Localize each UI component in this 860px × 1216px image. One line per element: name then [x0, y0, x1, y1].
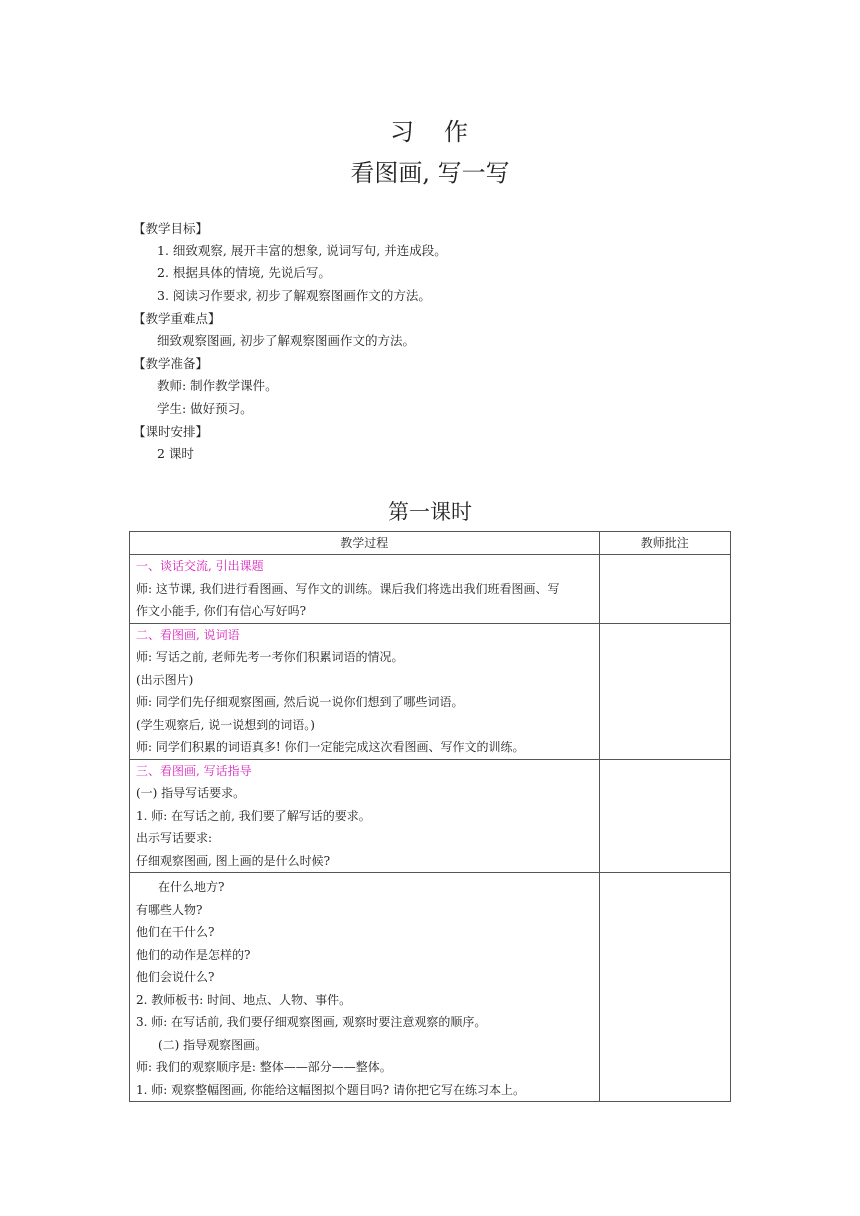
row-line: 师: 这节课, 我们进行看图画、写作文的训练。课后我们将选出我们班看图画、写 [136, 581, 560, 596]
row-line: 在什么地方? [158, 880, 225, 894]
row-line: 2. 教师板书: 时间、地点、人物、事件。 [136, 992, 352, 1007]
notes-cell [599, 873, 730, 1102]
row-heading: 三、看图画, 写话指导 [136, 763, 252, 778]
goal-item: 3. 阅读习作要求, 初步了解观察图画作文的方法。 [157, 288, 431, 303]
row-line: 3. 师: 在写话前, 我们要仔细观察图画, 观察时要注意观察的顺序。 [136, 1015, 487, 1029]
row-line: (一) 指导写话要求。 [136, 786, 246, 800]
header-process: 教学过程 [130, 532, 600, 555]
key-points-heading: 【教学重难点】 [133, 311, 221, 326]
row-line: 他们在干什么? [136, 925, 215, 939]
goals-heading: 【教学目标】 [133, 221, 209, 236]
table-row [130, 873, 731, 1102]
row-line: 师: 同学们积累的词语真多! 你们一定能完成这次看图画、写作文的训练。 [136, 740, 525, 754]
row-heading: 二、看图画, 说词语 [136, 627, 240, 642]
row-line: 作文小能手, 你们有信心写好吗? [136, 604, 307, 618]
row-line: 1. 师: 在写话之前, 我们要了解写话的要求。 [136, 808, 371, 823]
key-point-item: 细致观察图画, 初步了解观察图画作文的方法。 [157, 333, 415, 348]
schedule-heading: 【课时安排】 [133, 424, 209, 439]
prep-item: 教师: 制作教学课件。 [157, 378, 278, 393]
table-row [130, 759, 731, 873]
process-cell [130, 623, 600, 759]
goal-item: 1. 细致观察, 展开丰富的想象, 说词写句, 并连成段。 [157, 243, 447, 258]
process-cell [130, 555, 600, 624]
row-line: 有哪些人物? [136, 902, 203, 917]
title-part-1: 习 [390, 118, 416, 146]
page-title [0, 112, 860, 147]
row-line: 出示写话要求: [136, 831, 213, 845]
lesson-title: 第一课时 [388, 500, 472, 524]
process-cell [130, 759, 600, 873]
row-line: 1. 师: 观察整幅图画, 你能给这幅图拟个题目吗? 请你把它写在练习本上。 [136, 1082, 526, 1097]
notes-cell [599, 623, 730, 759]
process-cell [130, 873, 600, 1102]
table-header-row [130, 532, 731, 555]
prep-item: 学生: 做好预习。 [157, 401, 253, 416]
table-row [130, 555, 731, 624]
row-line: 仔细观察图画, 图上画的是什么时候? [136, 853, 331, 868]
goal-item: 2. 根据具体的情境, 先说后写。 [157, 265, 331, 280]
row-line: 师: 我们的观察顺序是: 整体——部分——整体。 [136, 1060, 392, 1074]
row-line: 他们的动作是怎样的? [136, 947, 251, 962]
row-line: 师: 同学们先仔细观察图画, 然后说一说你们想到了哪些词语。 [136, 695, 464, 709]
row-line: (二) 指导观察图画。 [158, 1037, 268, 1052]
title-part-2: 作 [444, 118, 470, 146]
notes-cell [599, 555, 730, 624]
schedule-item: 2 课时 [157, 446, 194, 461]
row-line: (出示图片) [136, 672, 194, 687]
row-line: (学生观察后, 说一说想到的词语。) [136, 717, 315, 732]
page-subtitle: 看图画, 写一写 [350, 159, 510, 187]
row-line: 他们会说什么? [136, 970, 215, 984]
row-heading: 一、谈话交流, 引出课题 [136, 559, 264, 573]
header-notes: 教师批注 [599, 532, 730, 555]
prep-heading: 【教学准备】 [133, 356, 209, 371]
notes-cell [599, 759, 730, 873]
row-line: 师: 写话之前, 老师先考一考你们积累词语的情况。 [136, 650, 404, 664]
table-row [130, 623, 731, 759]
lesson-table [129, 531, 731, 1102]
